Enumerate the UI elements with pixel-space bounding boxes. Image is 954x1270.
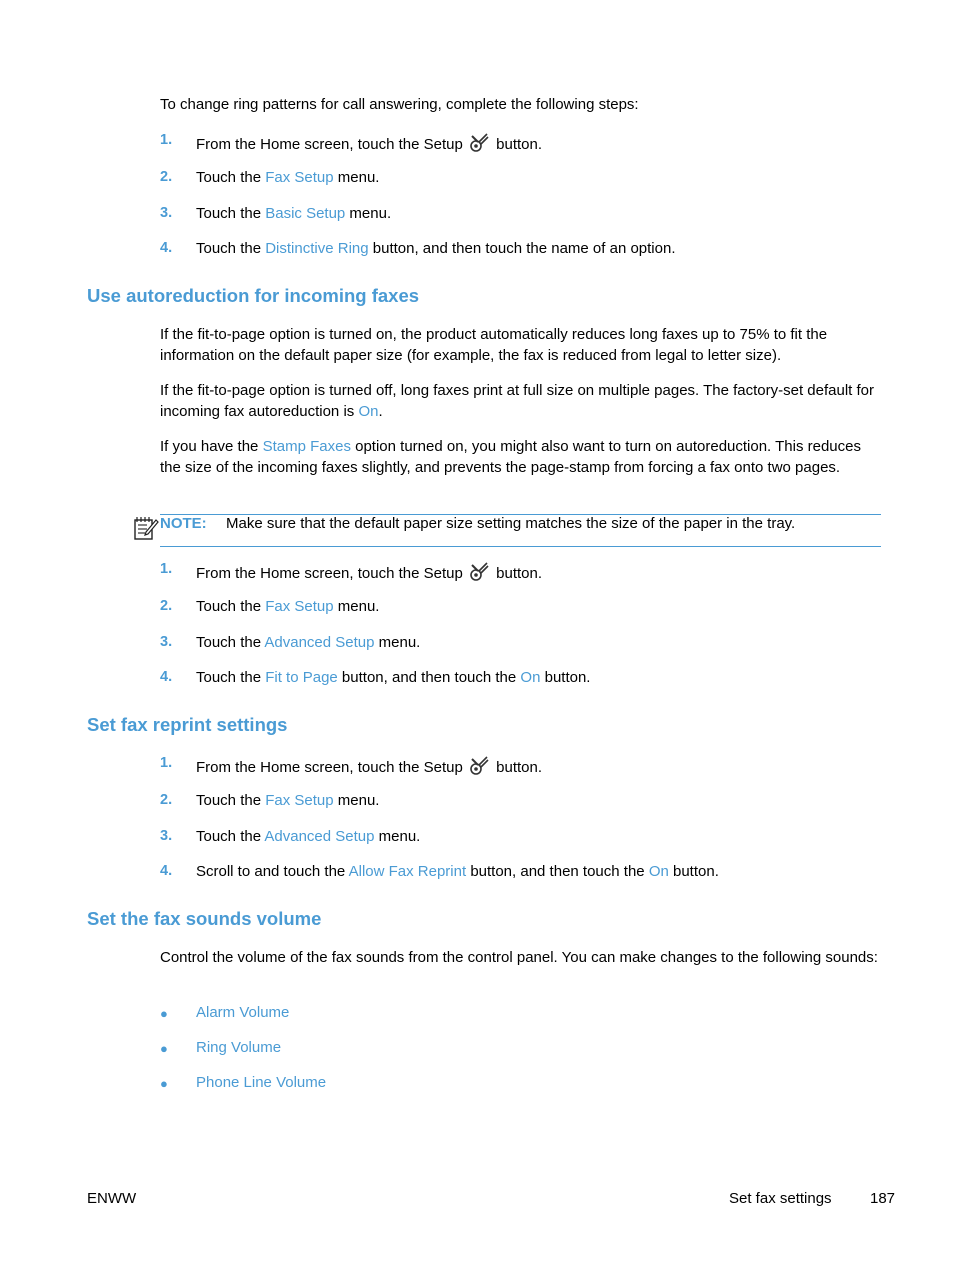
step-text: button. — [496, 136, 543, 153]
step-text: Touch the — [196, 828, 265, 845]
distinctive-ring-link[interactable]: Distinctive Ring — [265, 240, 369, 257]
list-item — [196, 598, 379, 615]
step-text: menu. — [374, 828, 421, 845]
step-text: button. — [540, 669, 591, 686]
list-item — [196, 240, 676, 257]
step-number: 1. — [160, 561, 173, 577]
step-text: Touch the — [196, 240, 266, 257]
step-number: 4. — [160, 669, 173, 685]
step-number: 3. — [160, 634, 173, 650]
step-text: Touch the — [196, 205, 266, 222]
step-text: Touch the — [196, 634, 265, 651]
section-heading-reprint: Set fax reprint settings — [87, 714, 288, 735]
list-item — [196, 755, 542, 777]
basic-setup-link[interactable]: Basic Setup — [265, 205, 346, 222]
step-number: 3. — [160, 828, 173, 844]
paragraph-text: . — [378, 403, 383, 420]
list-item — [196, 669, 590, 686]
ring-volume-link[interactable]: Ring Volume — [196, 1039, 282, 1056]
step-text: Touch the — [196, 669, 266, 686]
section-heading-volume: Set the fax sounds volume — [87, 908, 322, 929]
step-text: menu. — [333, 598, 380, 615]
note-text: Make sure that the default paper size setting matches the size of the paper in the tray. — [226, 515, 796, 532]
list-item — [196, 792, 379, 809]
step-text: Touch the — [196, 792, 266, 809]
step-number: 1. — [160, 755, 173, 771]
list-item — [196, 561, 542, 583]
fax-setup-link[interactable]: Fax Setup — [265, 169, 334, 186]
alarm-volume-link[interactable]: Alarm Volume — [196, 1004, 290, 1021]
bullet-glyph: ● — [160, 1076, 168, 1091]
phone-line-volume-link[interactable]: Phone Line Volume — [196, 1074, 327, 1091]
autoreduction-paragraph-1: If the fit-to-page option is turned on, the product automatically reduces long faxes up to 75% to fit the information on the default paper size (for example, the fax is reduced from legal to letter size). — [160, 326, 828, 364]
paragraph-text: If the fit-to-page option is turned off, long faxes print at full size on multiple pages. The factory-set default for incoming fax autoreduction is — [160, 382, 875, 420]
on-link[interactable]: On — [520, 669, 541, 686]
step-text: button. — [668, 863, 719, 880]
fit-to-page-link[interactable]: Fit to Page — [265, 669, 338, 686]
list-item — [196, 205, 391, 222]
note-icon — [133, 515, 159, 541]
setup-icon — [468, 755, 490, 777]
note — [160, 515, 207, 532]
step-text: From the Home screen, touch the Setup — [196, 136, 463, 153]
step-text: button, and then touch the — [466, 863, 649, 880]
step-text: button. — [496, 759, 543, 776]
step-text: Touch the — [196, 598, 266, 615]
paragraph-text: option turned on, you might also want to turn on autoreduction. This reduces the size of the incoming faxes slightly, and prevents the page-stamp from forcing a fax onto two pages. — [160, 438, 861, 476]
stamp-faxes-link[interactable]: Stamp Faxes — [262, 438, 351, 455]
bullet-glyph: ● — [160, 1006, 168, 1021]
step-text: menu. — [345, 205, 392, 222]
step-number: 2. — [160, 598, 173, 614]
step-number: 4. — [160, 863, 173, 879]
advanced-setup-link[interactable]: Advanced Setup — [264, 634, 375, 651]
step-text: menu. — [333, 169, 380, 186]
list-item — [196, 863, 719, 880]
paragraph-text: If you have the — [160, 438, 263, 455]
step-text: button, and then touch the — [337, 669, 521, 686]
section-heading-autoreduction: Use autoreduction for incoming faxes — [87, 285, 420, 306]
step-number: 4. — [160, 240, 173, 256]
note-bottom-rule — [160, 546, 881, 547]
volume-paragraph: Control the volume of the fax sounds from the control panel. You can make changes to the following sounds: — [160, 949, 878, 966]
step-text: From the Home screen, touch the Setup — [196, 759, 463, 776]
step-text: From the Home screen, touch the Setup — [196, 565, 463, 582]
allow-fax-reprint-link[interactable]: Allow Fax Reprint — [348, 863, 467, 880]
step-number: 2. — [160, 792, 173, 808]
advanced-setup-link[interactable]: Advanced Setup — [264, 828, 375, 845]
fax-setup-link[interactable]: Fax Setup — [265, 598, 334, 615]
autoreduction-paragraph-2 — [160, 380, 880, 422]
autoreduction-paragraph-3 — [160, 436, 880, 478]
intro-text: To change ring patterns for call answering, complete the following steps: — [160, 96, 639, 113]
step-text: Touch the — [196, 169, 266, 186]
step-number: 3. — [160, 205, 173, 221]
step-text: menu. — [333, 792, 380, 809]
page-number: 187 — [870, 1190, 896, 1207]
list-item — [196, 634, 420, 651]
step-text: Scroll to and touch the — [196, 863, 349, 880]
on-link[interactable]: On — [358, 403, 379, 420]
step-text: button, and then touch the name of an option. — [368, 240, 676, 257]
step-number: 2. — [160, 169, 173, 185]
step-number: 1. — [160, 132, 173, 148]
bullet-glyph: ● — [160, 1041, 168, 1056]
setup-icon — [468, 561, 490, 583]
fax-setup-link[interactable]: Fax Setup — [265, 792, 334, 809]
step-text: menu. — [374, 634, 421, 651]
footer-left: ENWW — [87, 1190, 137, 1207]
footer-section: Set fax settings — [729, 1190, 832, 1207]
list-item — [196, 169, 379, 186]
list-item — [196, 828, 420, 845]
list-item — [196, 132, 542, 154]
step-text: button. — [496, 565, 543, 582]
note-label: NOTE: — [160, 515, 207, 532]
on-link[interactable]: On — [648, 863, 669, 880]
setup-icon — [468, 132, 490, 154]
